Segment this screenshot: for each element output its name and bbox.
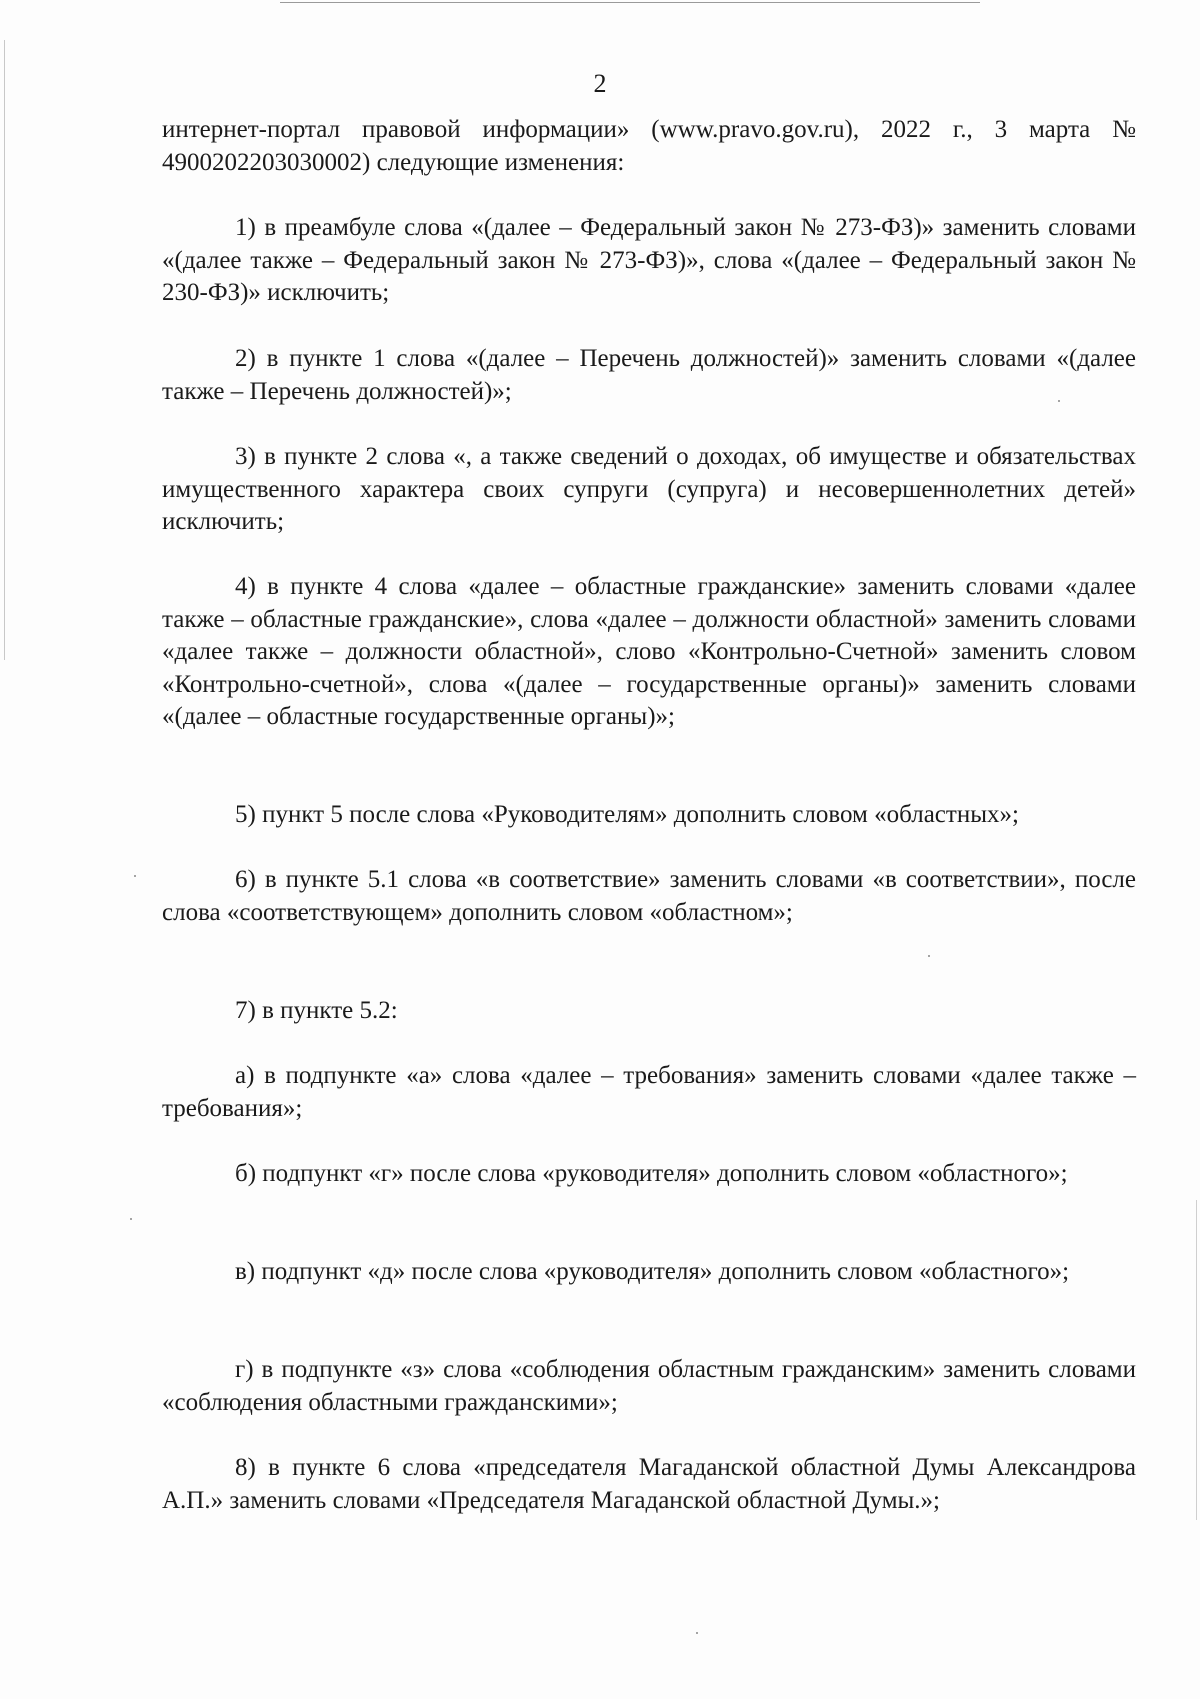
paragraph-item-6: 6) в пункте 5.1 слова «в соответствие» заменить словами «в соответствии», после слова «соответствующем» дополнить словом «областном»; [162, 866, 1136, 926]
paragraph-item-7b: б) подпункт «г» после слова «руководителя» дополнить словом «областного»; [235, 1160, 1068, 1187]
paragraph-item-2: 2) в пункте 1 слова «(далее – Перечень должностей)» заменить словами «(далее также – Перечень должностей)»; [162, 345, 1136, 405]
scan-edge-right [1196, 1200, 1197, 1520]
paragraph-item-7a: а) в подпункте «а» слова «далее – требования» заменить словами «далее также – требования»; [162, 1062, 1136, 1122]
paragraph-item-8: 8) в пункте 6 слова «председателя Магаданской областной Думы Александрова А.П.» заменить словами «Председателя Магаданской областной Думы.»; [162, 1454, 1136, 1514]
scan-speck [134, 875, 136, 877]
paragraph-item-7d: г) в подпункте «з» слова «соблюдения областным гражданским» заменить словами «соблюдения областными гражданскими»; [162, 1356, 1136, 1416]
paragraph-item-7: 7) в пункте 5.2: [235, 997, 398, 1024]
paragraph-item-4: 4) в пункте 4 слова «далее – областные гражданские» заменить словами «далее также – областные гражданские», слова «далее – должности областной» заменить словами «далее также – должности областной», слово «Контрольно-Счетной» заменить словом «Контрольно-счетной», слова «(далее – государственные органы)» заменить словами «(далее – областные государственные органы)»; [162, 573, 1136, 730]
scan-speck [130, 1218, 132, 1220]
paragraph-item-7c: в) подпункт «д» после слова «руководителя» дополнить словом «областного»; [235, 1258, 1070, 1285]
scan-edge-top [280, 2, 980, 3]
scan-edge-left [4, 40, 5, 660]
paragraph-item-3: 3) в пункте 2 слова «, а также сведений о доходах, об имуществе и обязательствах имущественного характера своих супруги (супруга) и несовершеннолетних детей» исключить; [162, 443, 1136, 535]
scan-speck [696, 1632, 698, 1634]
scan-speck [928, 955, 930, 957]
paragraph-item-5: 5) пункт 5 после слова «Руководителям» дополнить словом «областных»; [235, 801, 1019, 828]
paragraph-item-1: 1) в преамбуле слова «(далее – Федеральный закон № 273-ФЗ)» заменить словами «(далее также – Федеральный закон № 273-ФЗ)», слова «(далее – Федеральный закон № 230-ФЗ)» исключить; [162, 214, 1136, 306]
paragraph-intro: интернет-портал правовой информации» (www.pravo.gov.ru), 2022 г., 3 марта № 4900202203030002) следующие изменения: [162, 116, 1136, 176]
page-number: 2 [593, 69, 607, 98]
